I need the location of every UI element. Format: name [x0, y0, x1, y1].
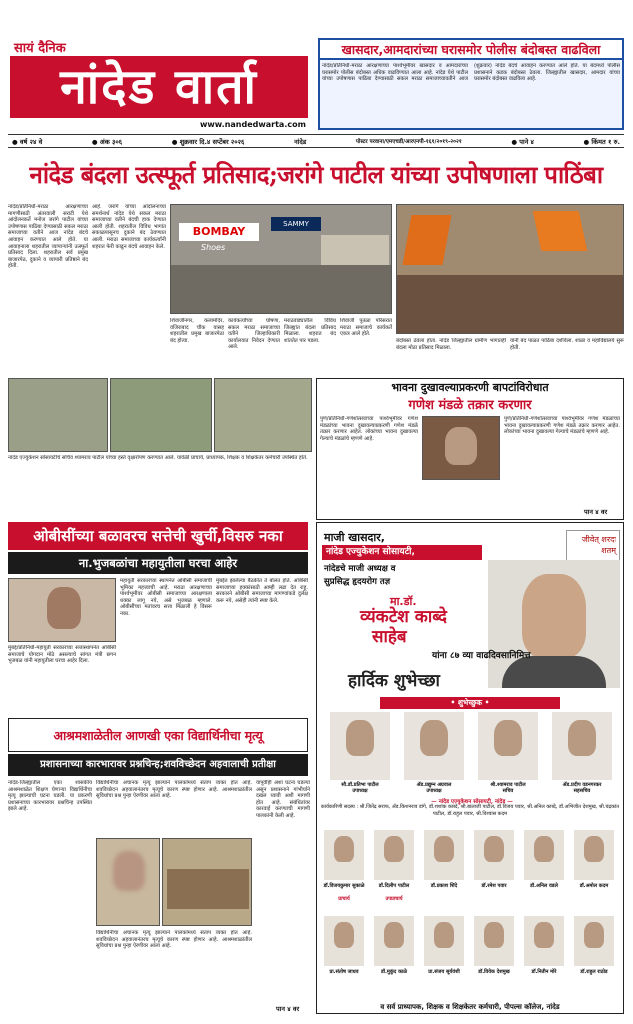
website-link[interactable]: www.nandedwarta.com — [200, 120, 306, 129]
bday-footer: व सर्व प्राध्यापक, शिक्षक व शिक्षकेतर कर्मचारी, पीपल्स कॉलेज, नांदेड — [380, 1003, 560, 1011]
saffron-flag-2 — [533, 211, 588, 251]
main-headline: नांदेड बंदला उत्स्फूर्त प्रतिसाद;जरांगे पाटील यांच्या उपोषणाला पाठिंबा — [29, 160, 603, 189]
ashram-school-photo — [162, 838, 252, 926]
obc-body-2: मुंबईत झालेल्या बैठकीत ते बोलत होते. ओबीसी समाजाच्या हक्कांसाठी आम्ही लढा देत राहू. सरकारने ओबीसी समाजाच्या मागण्यांकडे दुर्लक्ष करू नये, असेही त्यांनी स्पष्ट केले. — [216, 578, 308, 604]
main-story-col1: नांदेड/प्रतिनिधी-मराठा आरक्षणाच्या मागणीसाठी अंतरवाली सराटी येथे आंदोलनकर्ते मनोज जरांगे पाटील यांच्या उपोषणास पाठिंबा देण्यासाठी सकल मराठा समाजाच्या वतीने आज नांदेड बंदचे आवाहन करण्यात आले होते. या आवाहनाला शहरातील व्यापाऱ्यांनी उत्स्फूर्त प्रतिसाद दिला. शहरातील सर्व प्रमुख बाजारपेठ, दुकाने व व्यापारी प्रतिष्ठाने बंद होती. — [8, 204, 88, 270]
staff-photo — [574, 830, 614, 880]
face — [568, 720, 596, 756]
wisher-role: उपाध्यक्ष — [352, 788, 368, 794]
plantation-photo-1 — [8, 378, 108, 452]
wisher-role: उपाध्यक्ष — [426, 788, 442, 794]
pages-label: ● पाने ४ — [511, 137, 534, 146]
staff-photo — [424, 830, 464, 880]
ashram-col2-top: विद्यार्थिनीचा अचानक मृत्यू झाल्याने पालकांमध्ये संताप व्यक्त होत आहे. शवविच्छेदन अहवालानंतरच मृत्यूचे कारण स्पष्ट होणार आहे. आश्रमशाळांतील सुविधांचा प्रश्न पुन्हा ऐरणीवर आला आहे. — [96, 780, 252, 800]
face — [420, 720, 448, 756]
staff-member — [520, 916, 568, 998]
ganesh-headline-1: भावना दुखावल्याप्रकरणी बापटांविरोधात — [391, 381, 549, 394]
staff-member — [470, 830, 518, 912]
staff-role: उपप्राचार्य — [385, 896, 403, 902]
main-story-col3: शिवाजीनगर, कलामंदिर, वजिराबाद चौक यासह शहरातील प्रमुख बाजारपेठा बंद होत्या. — [170, 318, 224, 344]
shop-sign-sammy: SAMMY — [271, 217, 321, 231]
kabde-portrait — [488, 560, 620, 688]
obc-body-1: महायुती सरकारच्या स्थापनेत ओबीसी समाजाची भूमिका महत्त्वाची आहे. मराठा आरक्षणाच्या पार्श्वभूमीवर ओबीसी समाजाच्या आरक्षणाला धक्का लागू नये, असे भुजबळ म्हणाले. ओबीसींच्या मतांवरच सत्ता मिळाली हे विसरू नका. — [120, 578, 212, 617]
staff-name: डॉ.नितीन मोरे — [531, 969, 557, 975]
staff-member — [370, 916, 418, 998]
wisher-role: सचिव — [502, 788, 514, 794]
shop-sign-shoes: Shoes — [201, 243, 226, 252]
wisher-name: सौ.डॉ.प्रतिभा पाटील — [341, 782, 379, 788]
price-label: ● किंमत १ रु. — [583, 137, 620, 146]
staff-name: प्रा.संजय सूर्यवंशी — [428, 969, 460, 975]
staff-member — [320, 916, 368, 998]
wisher-caption-2 — [398, 782, 470, 794]
top-right-headline: खासदार,आमदारांच्या घरासमोर पोलीस बंदोबस्त वाढविला — [320, 40, 622, 60]
wisher-photo-2 — [404, 712, 464, 780]
main-story-col6: शिवाजी पुतळा परिसरात मराठा समाजाचे कार्यकर्ते एकत्र आले होते. — [340, 318, 392, 338]
staff-name: डॉ.अमोल कदम — [579, 883, 609, 889]
face — [434, 922, 454, 948]
ganesh-body: पुणे/प्रतिनिधी-गणेशोत्सवाच्या पार्श्वभूमीवर गणेश मंडळांच्या भावना दुखावल्याप्रकरणी गणेश मंडळे तक्रार करणार आहेत. लोकांच्या भावना दुखावल्या गेल्याचे मंडळांचे म्हणणे आहे. — [320, 416, 418, 442]
staff-row-2 — [320, 916, 620, 1000]
top-right-body: नांदेड/प्रतिनिधी-मराठा आरक्षणाच्या पार्श्वभूमीवर खासदार व आमदारांच्या घरासमोर पोलीस बंदोबस्त अधिक वाढविण्यात आला आहे. नांदेड येथे पाटील यांच्या उपोषणास पाठिंबा देण्यासाठी सकल मराठा समाजाच्यावतीने आज (शुक्रवार) नांदेड बंदचे आवाहन करण्यात आले होते. या बंदमध्ये पोलीस प्रशासनाने कडक बंदोबस्त ठेवला. जिल्ह्यातील खासदार, आमदार यांच्या घरासमोर बंदोबस्त वाढविला आहे. — [322, 63, 620, 83]
plantation-photo-3 — [214, 378, 312, 452]
staff-photo — [424, 916, 464, 966]
staff-name: डॉ.राहुल राठोड — [580, 969, 608, 975]
staff-member — [320, 830, 368, 912]
face — [384, 922, 404, 948]
staff-photo — [374, 916, 414, 966]
bandh-shop-photo — [170, 204, 392, 314]
face — [484, 836, 504, 862]
ganesh-continued[interactable]: पान ४ वर — [584, 508, 608, 516]
kabde-face — [522, 574, 586, 658]
ashram-col2-bottom: विद्यार्थिनीचा अचानक मृत्यू झाल्याने पालकांमध्ये संताप व्यक्त होत आहे. शवविच्छेदन अहवालानंतरच मृत्यूचे कारण स्पष्ट होणार आहे. आश्रमशाळांतील सुविधांचा प्रश्न पुन्हा ऐरणीवर आला आहे. — [96, 930, 252, 950]
main-story-col5: मराठवाड्यातील विविध जिल्ह्यांत बंदला प्रतिसाद मिळाला. शहरात बंद शांततेत पार पडला. — [284, 318, 336, 344]
staff-name: प्रा.संतोष जाधव — [329, 969, 359, 975]
staff-row-1 — [320, 830, 620, 912]
date-label: ● शुक्रवार दि.४ सप्टेंबर २०२६ — [171, 137, 245, 146]
obc-caption: मुंबई/प्रतिनिधी-महायुती सरकारच्या सत्तास्थापनेत ओबीसी समाजाचे योगदान मोठे असल्याचे सांगत मंत्री छगन भुजबळ यांनी महायुतीला घरचा आहेर दिला. — [8, 645, 116, 665]
wisher-photo-3 — [478, 712, 538, 780]
staff-member — [520, 830, 568, 912]
wisher-name: ॲड.प्रदीप वडनगरकर — [562, 782, 602, 788]
staff-photo — [324, 830, 364, 880]
blurred-face — [113, 851, 145, 891]
ashram-continued[interactable]: पान ४ वर — [276, 1005, 300, 1013]
shutters — [171, 265, 392, 314]
ganesh-body-2: पुणे/प्रतिनिधी-गणेशोत्सवाच्या पार्श्वभूमीवर गणेश मंडळांच्या भावना दुखावल्याप्रकरणी गणेश मंडळे तक्रार करणार आहेत. लोकांच्या भावना दुखावल्या गेल्याचे मंडळांचे म्हणणे आहे. — [504, 416, 620, 436]
wisher-photo-4 — [552, 712, 612, 780]
portrait-face — [445, 427, 477, 465]
staff-photo — [524, 916, 564, 966]
saffron-flag — [403, 215, 452, 265]
bday-line4: सुप्रसिद्ध हृदयरोग तज्ञ — [324, 577, 391, 587]
year-label: ● वर्ष २४ वे — [12, 137, 43, 146]
staff-member — [570, 916, 618, 998]
staff-name: डॉ.प्रकाश शिंदे — [430, 883, 458, 889]
wisher-caption-4 — [546, 782, 618, 794]
face — [534, 836, 554, 862]
face — [584, 922, 604, 948]
ganesh-headline-2: गणेश मंडळे तक्रार करणार — [408, 398, 532, 413]
issue-info-bar — [8, 134, 624, 148]
staff-role: प्राचार्य — [338, 896, 350, 902]
ashram-col1: नांदेड-जिल्ह्यातील एका शासकीय आश्रमशाळेत शिक्षण घेणाऱ्या विद्यार्थिनीचा मृत्यू झाल्याची घटना घडली. या प्रकरणी प्रशासनाच्या कारभारावर प्रश्नचिन्ह उपस्थित झाले आहे. — [8, 780, 92, 813]
bday-name: व्यंकटेश काब्दे — [360, 607, 447, 627]
ashram-headline: आश्रमशाळेतील आणखी एका विद्यार्थिनीचा मृत्यू — [8, 718, 308, 752]
masthead-logo: नांदेड वार्ता — [10, 56, 308, 118]
wisher-role: सहसचिव — [573, 788, 591, 794]
society-label: — नांदेड एज्युकेशन सोसायटी, नांदेड — — [431, 799, 513, 805]
school-building — [167, 869, 249, 909]
staff-member — [370, 830, 418, 912]
staff-photo — [574, 916, 614, 966]
wisher-photo-1 — [330, 712, 390, 780]
face — [384, 836, 404, 862]
staff-photo — [374, 830, 414, 880]
staff-name: डॉ.रमेश पवार — [481, 883, 507, 889]
bday-line3: नांदेडचे माजी अध्यक्ष व — [324, 564, 396, 574]
wisher-caption-1 — [324, 782, 396, 794]
wisher-name: श्री.श्यामराव पाटील — [490, 782, 526, 788]
main-story-col7: बंदोबस्त ठेवला होता. नांदेड जिल्ह्यातील ग्रामीण भागातही बंदला मोठा प्रतिसाद मिळाला. — [396, 338, 506, 351]
protest-rally-photo — [396, 204, 624, 334]
face — [584, 836, 604, 862]
ashram-col3: यापूर्वीही अशा घटना घडल्या असून प्रशासनाने गांभीर्याने दखल घ्यावी अशी मागणी होत आहे. संबंधितांवर कारवाई करण्याची मागणी पालकांनी केली आहे. — [256, 780, 310, 819]
staff-name: डॉ.दिलीप पाटील — [378, 883, 410, 889]
bday-line1: माजी खासदार, — [324, 531, 385, 544]
ashram-subheadline: प्रशासनाच्या कारभारावर प्रश्नचिन्ह;शवविच्छेदन अहवालाची प्रतीक्षा — [8, 754, 308, 776]
obc-headline: ओबीसींच्या बळावरच सत्तेची खुर्ची,विसरु नका — [8, 522, 308, 550]
face — [334, 836, 354, 862]
staff-member — [420, 916, 468, 998]
wishers-title: • शुभेच्छुक • — [380, 697, 560, 709]
staff-member — [470, 916, 518, 998]
issue-label: ● अंक ३०६ — [91, 137, 123, 146]
wisher-name: ॲड.प्रद्युम्न अग्रवाल — [416, 782, 452, 788]
bhujbal-face — [47, 587, 81, 629]
postal-label: पोस्टर परवाना/एमएचडी/आरएनपी-१६१/२०१९-२०२१ — [355, 139, 462, 145]
crowd — [397, 275, 624, 334]
face — [494, 720, 522, 756]
ganesh-portrait — [422, 416, 500, 480]
staff-photo — [324, 916, 364, 966]
face — [334, 922, 354, 948]
student-photo — [96, 838, 160, 926]
shop-sign-bombay: BOMBAY — [179, 223, 259, 241]
face — [534, 922, 554, 948]
staff-photo — [524, 830, 564, 880]
bhujbal-photo — [8, 578, 116, 642]
plantation-photo-2 — [110, 378, 212, 452]
city-label: नांदेड — [294, 137, 307, 146]
main-story-col2: आहे. जरांगे यांच्या आंदोलनाच्या समर्थनार्थ नांदेड येथे सकल मराठा समाजाच्या वतीने बंदची हाक देण्यात आली होती. शहरातील विविध भागांत सकाळपासूनच दुकाने बंद ठेवण्यात आली. मराठा समाजाच्या कार्यकर्त्यांनी शहरात फेरी काढून बंदचे आवाहन केले. — [92, 204, 166, 250]
face — [484, 922, 504, 948]
bday-wish: हार्दिक शुभेच्छा — [348, 671, 440, 691]
bday-line2: नांदेड एज्युकेशन सोसायटी, — [322, 545, 482, 560]
bday-saheb: साहेब — [372, 627, 407, 647]
wisher-caption-3 — [472, 782, 544, 794]
obc-subheadline: ना.भुजबळांचा महायुतीला घरचा आहेर — [8, 552, 308, 574]
staff-member — [420, 830, 468, 912]
storefront-building — [321, 235, 389, 265]
staff-photo — [474, 830, 514, 880]
staff-photo — [474, 916, 514, 966]
face — [346, 720, 374, 756]
committee-members: कार्यकारिणी सदस्य : श्री.जितेंद्र सराफ, ॲड.किशनराव डांगे, डॉ.शशांक काब्दे, श्री.बालाजी पाटील, डॉ.विजय पवार, श्री.अनिल काब्दे, डॉ.अभिजीत देशमुख, श्री.चंद्रकांत पाटील, डॉ.राहुल पवार, श्री.विश्वास कदम — [320, 804, 620, 817]
staff-name: डॉ.विवेक देशमुख — [478, 969, 510, 975]
staff-name: डॉ.अनिल वडले — [530, 883, 558, 889]
main-story-col4: कार्यकर्त्यांच्या घोषणा, सकल मराठा समाजाच्या वतीने जिल्हाधिकारी कार्यालयात निवेदन देण्यात आले. — [228, 318, 280, 351]
staff-member — [570, 830, 618, 912]
masthead-tagline: सायं दैनिक — [14, 41, 66, 56]
staff-name: डॉ.विजयकुमार सुकाळे — [323, 883, 365, 889]
bday-honorific: मा.डॉ. — [390, 595, 417, 608]
staff-name: डॉ.मुकुंद काळे — [380, 969, 408, 975]
face — [434, 836, 454, 862]
quote-box: जीवेत् शरदः शतम् — [566, 530, 620, 574]
plantation-caption: नांदेड एज्युकेशन सोसायटीचे सचिव श्यामराव पाटील यांच्या हस्ते वृक्षारोपण करण्यात आले. यावेळी प्राचार्य, प्राध्यापक, शिक्षक व शिक्षकेतर कर्मचारी उपस्थित होते. — [8, 455, 308, 461]
main-story-col8: यांनी बंद पाळत पाठिंबा दर्शविला. शाळा व महाविद्यालये सुरू होती. — [510, 338, 624, 351]
bday-age-line: यांना ८७ व्या वाढदिवसानिमित्त — [432, 651, 531, 661]
